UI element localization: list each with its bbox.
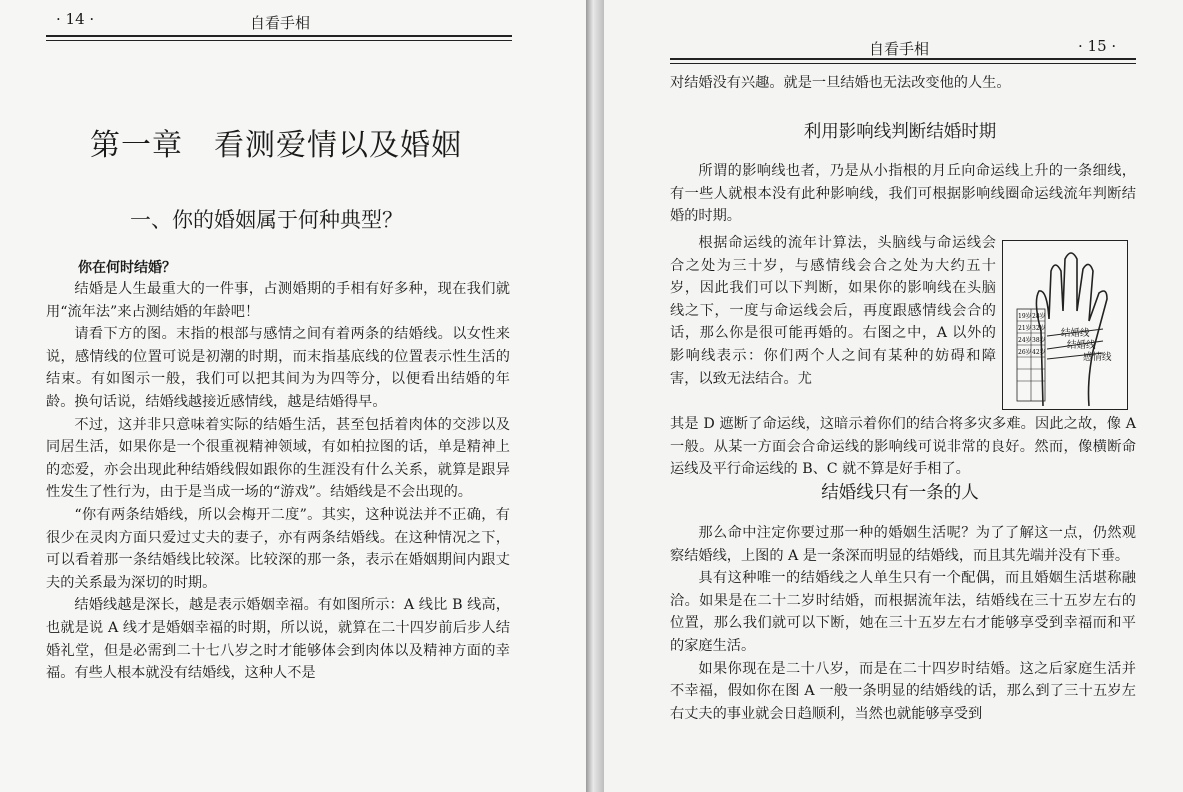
left-body-text: [46, 278, 510, 685]
chapter-title: 第一章 看测爱情以及婚姻: [90, 128, 462, 163]
continued-text: [670, 72, 1140, 95]
paragraph: 结婚是人生最重大的一件事，占测婚期的手相有好多种，现在我们就用“流年法”来占测结婚的年龄吧！: [46, 281, 510, 320]
figure-age: 19岁: [1018, 313, 1032, 320]
page-number: · 15 ·: [1078, 37, 1117, 55]
paragraph: “你有两条结婚线，所以会梅开二度”。其实，这种说法并不正确，有很少在灵肉方面只爱过丈夫的妻子，亦有两条结婚线。在这种情况之下，可以看着那一条结婚线比较深。比较深的那一条，表示在婚姻期间内跟丈夫的关系最为深切的时期。: [46, 506, 510, 591]
figure-label: 结婚线: [1067, 340, 1096, 351]
paragraph: 其是 D 遮断了命运线，这暗示着你们的结合将多灾多难。因此之故，像 A 一般。从某一方面会合命运线的影响线可说非常的良好。然而，像横断命运线及平行命运线的 B、C 就不算是好手相了。: [670, 416, 1136, 478]
figure-age: 28岁: [1032, 313, 1046, 320]
figure-age: 26岁: [1018, 349, 1032, 356]
figure-age: 24岁: [1018, 337, 1032, 344]
paragraph: 所谓的影响线也者，乃是从小指根的月丘向命运线上升的一条细线，有一些人就根本没有此种影响线，我们可根据影响线圈命运线流年判断结婚的时期。: [670, 163, 1136, 225]
section-heading: 结婚线只有一条的人: [821, 483, 979, 503]
section-title: 一、你的婚姻属于何种典型？: [130, 208, 403, 232]
page-number: · 14 ·: [56, 10, 95, 28]
figure-label: 感情线: [1083, 352, 1112, 363]
paragraph: 不过，这并非只意味着实际的结婚生活，甚至包括着肉体的交涉以及同居生活，如果你是一个很重视精神领域，有如柏拉图的话，单是精神上的恋爱，亦会出现此种结婚线假如跟你的生涯没有什么关系，就算是跟异性发生了性行为，由于是当成一场的“游戏”。结婚线是不会出现的。: [46, 416, 510, 501]
paragraph: 结婚线越是深长，越是表示婚姻幸福。有如图所示：A 线比 B 线高，也就是说 A 线才是婚姻幸福的时期，所以说，就算在二十四岁前后步人结婚礼堂，但是必需到二十七八岁之时才能够体会到肉体以及精神方面的幸福。有些人根本就没有结婚线，这种人不是: [46, 597, 510, 682]
right-page: [604, 0, 1183, 792]
body-text: [670, 160, 1136, 228]
paragraph: 根据命运线的流年计算法，头脑线与命运线会合之处为三十岁，与感情线会合之处为大约五十岁，因此我们可以下判断，如果你的影响线在头脑线之下，一度与命运线会后，再度跟感情线会合的话，那么你是很可能再婚的。右图之中，A 以外的影响线表示：你们两个人之间有某种的妨碍和障害，以致无法结合。尤: [670, 235, 996, 387]
figure-age: 21岁: [1018, 325, 1032, 332]
running-title: 自看手相: [869, 40, 930, 58]
header-rule: [670, 58, 1136, 60]
figure-age: 32岁: [1032, 325, 1046, 332]
section-heading: 利用影响线判断结婚时期: [803, 122, 997, 142]
running-title: 自看手相: [250, 14, 311, 32]
paragraph: 具有这种唯一的结婚线之人单生只有一个配偶，而且婚姻生活堪称融洽。如果是在二十二岁时结婚，而根据流年法，结婚线在三十五岁左右的位置，那么我们就可以下断，她在三十五岁左右才能够享受到幸福而和平的家庭生活。: [670, 570, 1136, 654]
paragraph: 对结婚没有兴趣。就是一旦结婚也无法改变他的人生。: [670, 75, 1011, 91]
body-text-beside-figure: [670, 232, 996, 390]
paragraph: 那么命中注定你要过那一种的婚姻生活呢？为了了解这一点，仍然观察结婚线，上图的 A 是一条深而明显的结婚线，而且其先端并没有下垂。: [670, 525, 1136, 564]
paragraph: 如果你现在是二十八岁，而是在二十四岁时结婚。这之后家庭生活并不幸福，假如你在图 A 一般一条明显的结婚线的话，那么到了三十五岁左右丈夫的事业就会日趋顺利，当然也就能够享受到: [670, 660, 1136, 722]
body-text: [670, 522, 1136, 725]
book-gutter: [586, 0, 604, 792]
header-rule-thin: [670, 63, 1136, 64]
left-page: [0, 0, 586, 792]
figure-label: 结婚线: [1061, 328, 1090, 339]
header-rule: [46, 35, 512, 37]
paragraph: 请看下方的图。末指的根部与感情之间有着两条的结婚线。以女性来说，感情线的位置可说是初潮的时期，而末指基底线的位置表示性生活的结束。有如图示一般，我们可以把其间为为四等分，以便看出结婚的年龄。换句话说，结婚线越接近感情线，越是结婚得早。: [46, 326, 510, 410]
figure-age: 42岁: [1032, 349, 1046, 356]
subheading: 你在何时结婚？: [78, 260, 176, 276]
header-rule-thin: [46, 40, 512, 41]
figure-age: 38岁: [1032, 337, 1046, 344]
palm-figure: [1002, 240, 1128, 410]
body-text: [670, 413, 1136, 481]
